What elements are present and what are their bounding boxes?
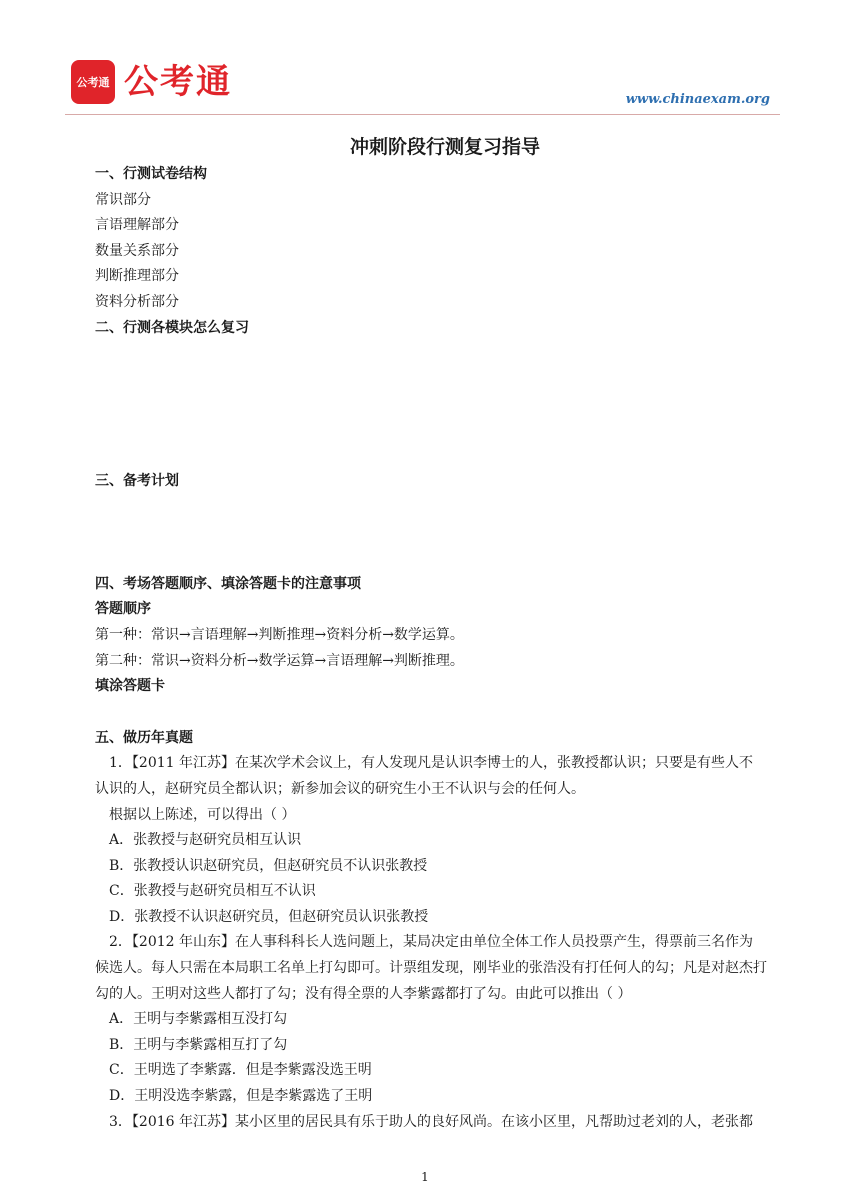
subheading-answer-card: 填涂答题卡: [95, 678, 165, 695]
question-1-option: D．张教授不认识赵研究员，但赵研究员认识张教授: [109, 908, 429, 925]
question-1-option: C．张教授与赵研究员相互不认识: [109, 883, 316, 900]
structure-item: 资料分析部分: [95, 293, 179, 310]
structure-item: 言语理解部分: [95, 217, 179, 234]
question-3-line: 3．【2016 年江苏】某小区里的居民具有乐于助人的良好风尚。在该小区里，凡帮助过老刘的人，老张都: [109, 1113, 753, 1130]
document-body: [95, 132, 795, 1135]
structure-item: 判断推理部分: [95, 268, 179, 285]
question-2-line: 2．【2012 年山东】在人事科科长人选问题上，某局决定由单位全体工作人员投票产生，得票前三名作为: [109, 934, 753, 951]
header-divider: [65, 114, 780, 115]
blank-space: [95, 700, 795, 726]
question-1-line: 1．【2011 年江苏】在某次学术会议上，有人发现凡是认识李博士的人，张教授都认识；只要是有些人不: [109, 755, 753, 772]
subheading-answer-order: 答题顺序: [95, 601, 151, 618]
question-1-line: 认识的人，赵研究员全都认识；新参加会议的研究生小王不认识与会的任何人。: [95, 780, 585, 797]
question-2-option: C．王明选了李紫露．但是李紫露没选王明: [109, 1062, 372, 1079]
page-number: 1: [421, 1170, 429, 1184]
section-heading-review: 二、行测各模块怎么复习: [95, 319, 249, 336]
question-2-option: A．王明与李紫露相互没打勾: [109, 1011, 288, 1028]
section-heading-exam-notes: 四、考场答题顺序、填涂答题卡的注意事项: [95, 575, 361, 592]
answer-order-line: 第二种：常识→资料分析→数学运算→言语理解→判断推理。: [95, 652, 464, 669]
question-2-line: 勾的人。王明对这些人都打了勾；没有得全票的人李紫露都打了勾。由此可以推出（ ）: [95, 985, 632, 1002]
question-1-option: B．张教授认识赵研究员，但赵研究员不认识张教授: [109, 857, 428, 874]
question-1-prompt: 根据以上陈述，可以得出（ ）: [109, 806, 296, 823]
section-heading-plan: 三、备考计划: [95, 473, 179, 490]
question-1-option: A．张教授与赵研究员相互认识: [109, 832, 302, 849]
structure-item: 数量关系部分: [95, 242, 179, 259]
question-2-option: B．王明与李紫露相互打了勾: [109, 1036, 288, 1053]
answer-order-line: 第一种：常识→言语理解→判断推理→资料分析→数学运算。: [95, 626, 464, 643]
logo-text: 公考通: [76, 76, 110, 89]
brand-logo-icon: [71, 60, 115, 104]
blank-space: [95, 341, 795, 469]
brand-name: 公考通: [124, 62, 232, 102]
section-heading-past-exams: 五、做历年真题: [95, 729, 193, 746]
site-url: www.chinaexam.org: [625, 92, 770, 107]
question-2-line: 候选人。每人只需在本局职工名单上打勾即可。计票组发现，刚毕业的张浩没有打任何人的勾；凡是对赵杰打: [95, 960, 767, 977]
page-header: [0, 0, 850, 120]
document-title: 冲刺阶段行测复习指导: [349, 136, 540, 158]
structure-item: 常识部分: [95, 191, 151, 208]
section-heading-structure: 一、行测试卷结构: [95, 166, 207, 182]
blank-space: [95, 495, 795, 572]
question-2-option: D．王明没选李紫露，但是李紫露选了王明: [109, 1088, 373, 1105]
